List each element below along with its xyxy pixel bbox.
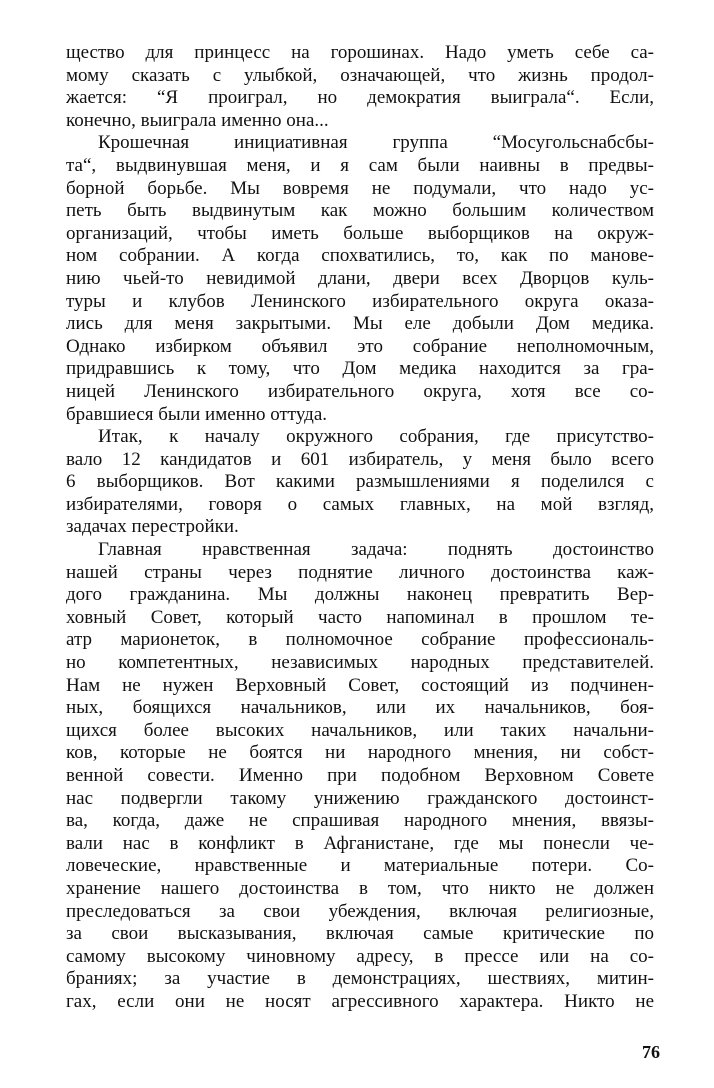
text-line: самому высокому чиновному адресу, в прессе или на со-: [66, 945, 654, 967]
text-line: задачах перестройки.: [66, 516, 239, 538]
text-line: петь быть выдвинутым как можно большим количеством: [66, 200, 654, 222]
text-line: но компетентных, независимых народных представителей.: [66, 652, 654, 674]
text-line: вало 12 кандидатов и 601 избиратель, у меня было всего: [66, 448, 654, 470]
text-line: атр марионеток, в полномочное собрание профессиональ-: [66, 629, 654, 651]
text-line: дого гражданина. Мы должны наконец превратить Вер-: [66, 584, 654, 606]
text-line: нашей страны через поднятие личного достоинства каж-: [66, 561, 654, 583]
text-line: ницей Ленинского избирательного округа, хотя все со-: [66, 380, 654, 402]
text-line: Крошечная инициативная группа “Мосугольснабсбы-: [98, 132, 654, 154]
text-line: ном собрании. А когда спохватились, то, как по манове-: [66, 245, 654, 267]
text-line: вали нас в конфликт в Афганистане, где мы понесли че-: [66, 832, 654, 854]
text-line: Нам не нужен Верховный Совет, состоящий из подчинен-: [66, 674, 654, 696]
text-line: хранение нашего достоинства в том, что никто не должен: [66, 877, 654, 899]
text-line: браниях; за участие в демонстрациях, шествиях, митин-: [66, 968, 654, 990]
text-line: Однако избирком объявил это собрание неполномочным,: [66, 335, 654, 357]
text-line: ных, боящихся начальников, или их начальников, боя-: [66, 697, 654, 719]
text-line: придравшись к тому, что Дом медика находится за гра-: [66, 358, 654, 380]
text-line: туры и клубов Ленинского избирательного округа оказа-: [66, 290, 654, 312]
text-line: ва, когда, даже не спрашивая народного мнения, ввязы-: [66, 810, 654, 832]
text-line: преследоваться за свои убеждения, включая религиозные,: [66, 900, 654, 922]
text-line: венной совести. Именно при подобном Верховном Совете: [66, 765, 654, 786]
text-line: борной борьбе. Мы вовремя не подумали, что надо ус-: [66, 177, 654, 199]
text-line: за свои высказывания, включая самые критические по: [66, 923, 654, 945]
text-line: Главная нравственная задача: поднять достоинство: [98, 539, 654, 561]
page-number: 76: [642, 1042, 660, 1062]
text-line: щихся более высоких начальников, или таких начальни-: [66, 719, 654, 741]
text-line: лись для меня закрытыми. Мы еле добыли Дом медика.: [66, 313, 654, 335]
text-line: нас подвергли такому унижению гражданского достоинст-: [66, 787, 654, 809]
text-line: бравшиеся были именно оттуда.: [66, 403, 327, 425]
text-line: 6 выборщиков. Вот какими размышлениями я поделился с: [66, 471, 654, 493]
text-line: ловеческие, нравственные и материальные потери. Со-: [66, 855, 654, 877]
text-line: гах, если они не носят агрессивного характера. Никто не: [66, 990, 654, 1012]
text-line: ков, которые не боятся ни народного мнения, ни собст-: [66, 742, 654, 764]
text-line: жается: “Я проиграл, но демократия выиграла“. Если,: [66, 87, 654, 109]
text-line: нию чьей-то невидимой длани, двери всех Дворцов куль-: [66, 267, 654, 289]
text-line: организаций, чтобы иметь больше выборщиков на окруж-: [66, 222, 654, 244]
text-line: конечно, выиграла именно она...: [66, 109, 329, 131]
body-text: [66, 42, 654, 1014]
text-line: избирателями, говоря о самых главных, на мой взгляд,: [66, 493, 654, 515]
text-line: та“, выдвинувшая меня, и я сам были наивны в предвы-: [66, 154, 654, 176]
text-line: щество для принцесс на горошинах. Надо уметь себе са-: [66, 42, 654, 63]
text-line: мому сказать с улыбкой, означающей, что жизнь продол-: [66, 64, 654, 86]
text-line: ховный Совет, который часто напоминал в прошлом те-: [66, 606, 654, 628]
text-line: Итак, к началу окружного собрания, где присутство-: [98, 426, 654, 448]
